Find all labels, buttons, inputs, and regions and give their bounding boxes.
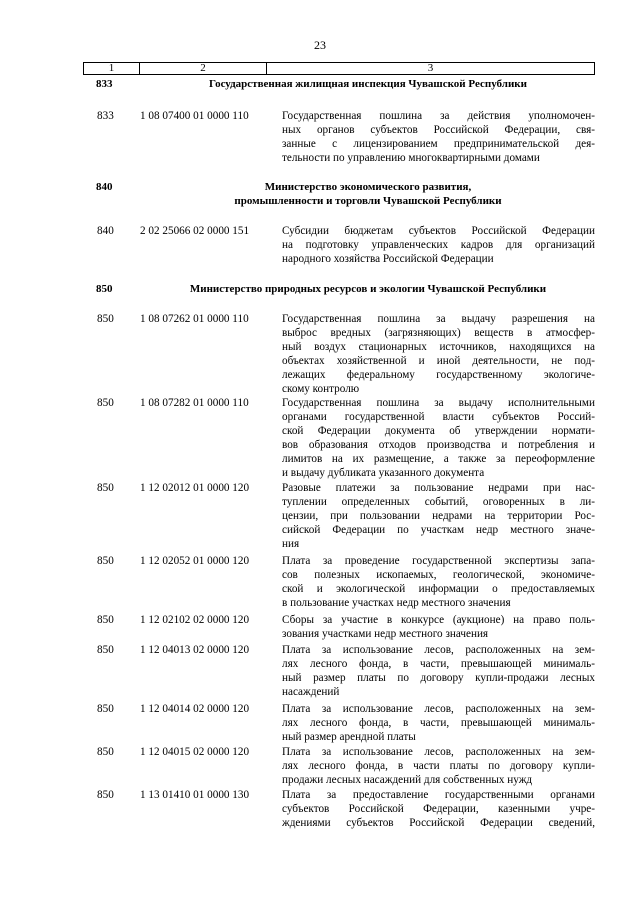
kbk-code: 1 08 07282 01 0000 110 [140, 397, 249, 409]
income-description [282, 643, 595, 699]
section-code: 833 [96, 78, 113, 90]
kbk-code: 1 08 07400 01 0000 110 [140, 110, 249, 122]
kbk-code: 2 02 25066 02 0000 151 [140, 225, 250, 237]
section-code: 850 [96, 283, 113, 295]
kbk-code: 1 12 02102 02 0000 120 [140, 614, 250, 626]
admin-code: 840 [97, 225, 114, 237]
description-line: лях лесного фонда, в части, превышающей минималь- [282, 717, 595, 729]
description-line: народного хозяйства Российской Федерации [282, 253, 494, 265]
description-line: Плата за использование лесов, расположенных на зем- [282, 703, 595, 715]
admin-code: 850 [97, 397, 114, 409]
description-line: ской и экологической информации о предоставляемых [282, 583, 595, 595]
description-line: Государственная пошлина за выдачу исполнительными [282, 397, 595, 409]
description-line: Разовые платежи за пользование недрами при нас- [282, 482, 595, 494]
description-line: Субсидии бюджетам субъектов Российской Федерации [282, 225, 595, 237]
description-line: насаждений [282, 686, 340, 698]
admin-code: 850 [97, 614, 114, 626]
description-line: вов образования отходов производства и потребления и [282, 439, 595, 451]
section-title-line: Государственная жилищная инспекция Чувашской Республики [209, 78, 527, 90]
page-number: 23 [314, 38, 326, 52]
description-line: Плата за использование лесов, расположенных на зем- [282, 644, 595, 656]
section-title-line: Министерство природных ресурсов и экологии Чувашской Республики [189, 283, 547, 295]
admin-code: 833 [97, 110, 114, 122]
description-line: тельности по управлению многоквартирными домами [282, 152, 540, 164]
description-line: Плата за использование лесов, расположенных на зем- [282, 746, 595, 758]
admin-code: 850 [97, 644, 114, 656]
kbk-code: 1 12 04013 02 0000 120 [140, 644, 250, 656]
description-line: лях лесного фонда, в части платы по договору купли- [282, 760, 595, 772]
admin-code: 850 [97, 703, 114, 715]
section-title [155, 77, 581, 91]
kbk-code: 1 12 02012 01 0000 120 [140, 482, 250, 494]
income-description [282, 745, 595, 787]
header-col-3: 3 [427, 62, 434, 74]
description-line: Государственная пошлина за действия уполномочен- [282, 110, 595, 122]
description-line: ный воздух стационарных источников, находящихся на [282, 341, 595, 353]
admin-code: 850 [97, 482, 114, 494]
description-line: Плата за предоставление государственными органами [282, 789, 595, 801]
section-title-line: промышленности и торговли Чувашской Республики [234, 195, 502, 207]
description-line: ской Федерации документа об утверждении нормати- [282, 425, 595, 437]
income-description [282, 481, 595, 551]
description-line: Государственная пошлина за выдачу разрешения на [282, 313, 595, 325]
description-line: органами государственной власти субъектов Россий- [282, 411, 595, 423]
description-line: продажи лесных насаждений для собственных нужд [282, 774, 533, 786]
description-line: выброс вредных (загрязняющих) веществ в атмосфер- [282, 327, 595, 339]
description-line: Плата за проведение государственной экспертизы запа- [282, 555, 595, 567]
income-description [282, 109, 595, 165]
description-line: ных органов субъектов Российской Федерации, свя- [282, 124, 595, 136]
admin-code: 850 [97, 313, 114, 325]
description-line: лях лесного фонда, в части, превышающей минималь- [282, 658, 595, 670]
kbk-code: 1 08 07262 01 0000 110 [140, 313, 249, 325]
income-description [282, 554, 595, 610]
income-description [282, 702, 595, 744]
description-line: лежащих федеральному государственному экологиче- [282, 369, 595, 381]
description-line: скому контролю [282, 383, 360, 395]
description-line: сийской Федерации по участкам недр местного значе- [282, 524, 595, 536]
income-description [282, 312, 595, 396]
section-title [155, 180, 581, 208]
description-line: ный размер арендной платы [282, 731, 416, 743]
description-line: туплении определенных событий, оговоренных в ли- [282, 496, 595, 508]
description-line: ждениями субъектов Российской Федерации сведений, [282, 817, 595, 829]
description-line: ный размер платы по договору купли-продажи лесных [282, 672, 595, 684]
kbk-code: 1 12 04015 02 0000 120 [140, 746, 250, 758]
section-code: 840 [96, 181, 113, 193]
kbk-code: 1 12 04014 02 0000 120 [140, 703, 250, 715]
description-line: цензии, при пользовании недрами на территории Рос- [282, 510, 595, 522]
admin-code: 850 [97, 555, 114, 567]
description-line: на подготовку управленческих кадров для организаций [282, 239, 595, 251]
income-description [282, 396, 595, 480]
kbk-code: 1 12 02052 01 0000 120 [140, 555, 250, 567]
section-title-line: Министерство экономического развития, [264, 181, 472, 193]
description-line: и выдачу дубликата указанного документа [282, 467, 485, 479]
description-line: Сборы за участие в конкурсе (аукционе) на право поль- [282, 614, 595, 626]
section-title [155, 282, 581, 296]
header-col-1: 1 [84, 63, 140, 74]
income-description [282, 613, 595, 641]
description-line: в пользование участках недр местного значения [282, 597, 511, 609]
kbk-code: 1 13 01410 01 0000 130 [140, 789, 250, 801]
description-line: лимитов на их размещение, а также за переоформление [282, 453, 595, 465]
description-line: субъектов Российской Федерации, казенными учре- [282, 803, 595, 815]
description-line: зования участками недр местного значения [282, 628, 489, 640]
income-description [282, 224, 595, 266]
admin-code: 850 [97, 746, 114, 758]
description-line: объектах хозяйственной и иной деятельности, не под- [282, 355, 595, 367]
income-description [282, 788, 595, 830]
description-line: ния [282, 538, 300, 550]
description-line: сов полезных ископаемых, геологической, экономиче- [282, 569, 595, 581]
header-col-2: 2 [140, 63, 267, 74]
table-header [83, 62, 595, 75]
description-line: занные с лицензированием предпринимательской дея- [282, 138, 595, 150]
admin-code: 850 [97, 789, 114, 801]
